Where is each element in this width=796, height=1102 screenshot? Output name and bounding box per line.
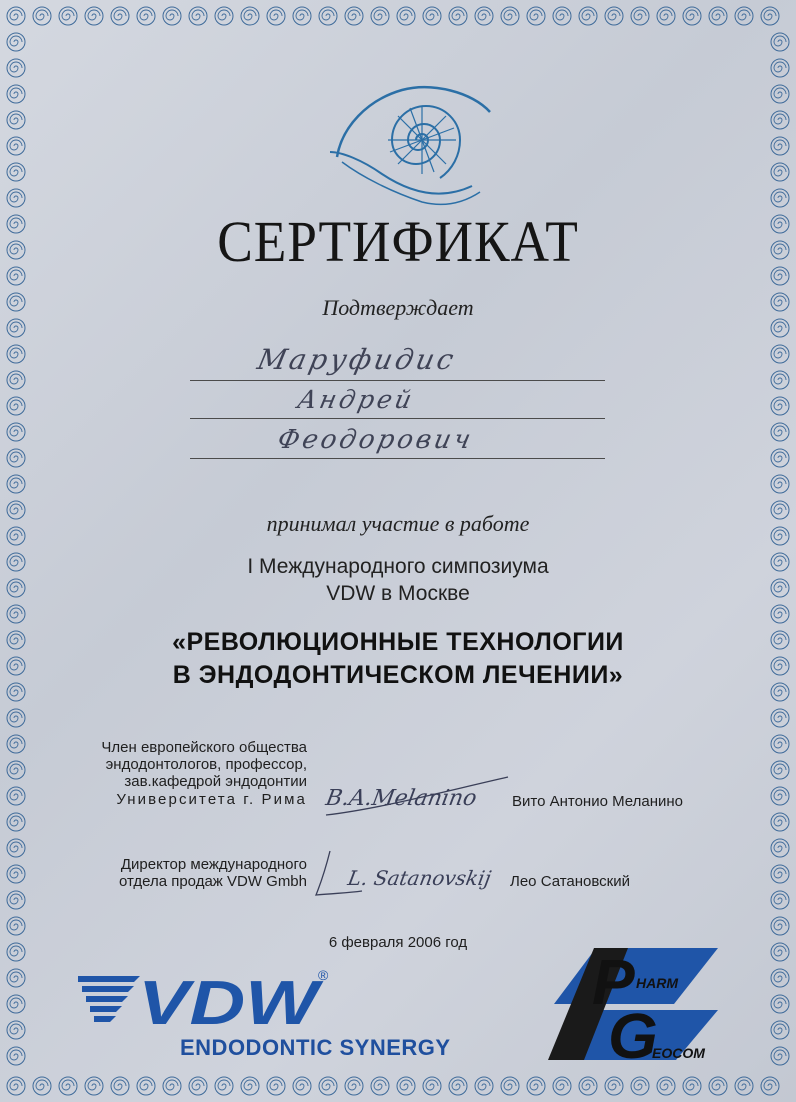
border-shell-ornament bbox=[7, 891, 25, 909]
border-shell-ornament bbox=[553, 1077, 571, 1095]
border-shell-ornament bbox=[397, 1077, 415, 1095]
border-shell-ornament bbox=[771, 475, 789, 493]
border-shell-ornament bbox=[137, 7, 155, 25]
border-shell-ornament bbox=[7, 995, 25, 1013]
signatory-2-role-line-1: Директор международного bbox=[120, 856, 307, 873]
signatory-2-name: Лео Сатановский bbox=[510, 873, 630, 890]
name-line-2 bbox=[190, 418, 605, 419]
border-shell-ornament bbox=[579, 1077, 597, 1095]
border-shell-ornament bbox=[771, 969, 789, 987]
border-shell-ornament bbox=[59, 7, 77, 25]
border-shell-ornament bbox=[475, 7, 493, 25]
border-shell-ornament bbox=[709, 7, 727, 25]
border-shell-ornament bbox=[7, 787, 25, 805]
border-shell-ornament bbox=[761, 1077, 779, 1095]
signatory-1-role-line-2: эндодонтологов, профессор, bbox=[105, 756, 307, 773]
border-shell-ornament bbox=[7, 215, 25, 233]
pharm-geocom-logo bbox=[548, 948, 723, 1068]
border-shell-ornament bbox=[7, 345, 25, 363]
border-shell-ornament bbox=[7, 163, 25, 181]
symposium-line-1: I Международного симпозиума bbox=[247, 555, 549, 578]
border-shell-ornament bbox=[7, 85, 25, 103]
border-shell-ornament bbox=[771, 33, 789, 51]
symposium-line-2: VDW в Москве bbox=[326, 582, 470, 605]
border-shell-ornament bbox=[267, 1077, 285, 1095]
border-shell-ornament bbox=[771, 891, 789, 909]
border-shell-ornament bbox=[771, 995, 789, 1013]
border-shell-ornament bbox=[267, 7, 285, 25]
border-shell-ornament bbox=[293, 1077, 311, 1095]
border-shell-ornament bbox=[771, 85, 789, 103]
border-shell-ornament bbox=[771, 371, 789, 389]
border-shell-ornament bbox=[527, 7, 545, 25]
border-shell-ornament bbox=[771, 787, 789, 805]
border-shell-ornament bbox=[7, 111, 25, 129]
border-shell-ornament bbox=[7, 813, 25, 831]
vdw-logo bbox=[78, 962, 343, 1034]
border-shell-ornament bbox=[7, 839, 25, 857]
signatory-1-name: Вито Антонио Меланино bbox=[512, 793, 683, 810]
border-shell-ornament bbox=[7, 319, 25, 337]
border-shell-ornament bbox=[345, 1077, 363, 1095]
border-shell-ornament bbox=[735, 1077, 753, 1095]
border-shell-ornament bbox=[7, 1077, 25, 1095]
border-shell-ornament bbox=[501, 1077, 519, 1095]
svg-text:G: G bbox=[608, 1000, 658, 1068]
border-shell-ornament bbox=[771, 813, 789, 831]
border-shell-ornament bbox=[771, 865, 789, 883]
certificate-date: 6 февраля 2006 год bbox=[328, 934, 468, 951]
border-shell-ornament bbox=[397, 7, 415, 25]
border-shell-ornament bbox=[771, 59, 789, 77]
border-shell-ornament bbox=[709, 1077, 727, 1095]
border-shell-ornament bbox=[293, 7, 311, 25]
border-shell-ornament bbox=[7, 1047, 25, 1065]
topic-line-2: В ЭНДОДОНТИЧЕСКОМ ЛЕЧЕНИИ» bbox=[172, 661, 624, 689]
border-shell-ornament bbox=[7, 475, 25, 493]
signatory-1-role-line-1: Член европейского общества bbox=[101, 739, 307, 756]
border-shell-ornament bbox=[605, 1077, 623, 1095]
border-shell-ornament bbox=[771, 397, 789, 415]
svg-text:®: ® bbox=[318, 967, 329, 983]
signatory-1-signature bbox=[318, 765, 518, 825]
border-shell-ornament bbox=[7, 449, 25, 467]
recipient-first-name: Андрей bbox=[294, 385, 418, 414]
border-shell-ornament bbox=[33, 1077, 51, 1095]
nautilus-shell-emblem bbox=[322, 82, 492, 212]
border-shell-ornament bbox=[423, 1077, 441, 1095]
border-shell-ornament bbox=[771, 449, 789, 467]
border-shell-ornament bbox=[7, 137, 25, 155]
recipient-surname: Маруфидис bbox=[254, 343, 460, 376]
svg-text:L. Satanovskij: L. Satanovskij bbox=[346, 866, 493, 890]
border-shell-ornament bbox=[111, 7, 129, 25]
border-shell-ornament bbox=[771, 1021, 789, 1039]
certificate-title: СЕРТИФИКАТ bbox=[217, 209, 579, 274]
border-shell-ornament bbox=[771, 241, 789, 259]
svg-text:EOCOM: EOCOM bbox=[652, 1045, 705, 1061]
border-shell-ornament bbox=[7, 709, 25, 727]
name-line-1 bbox=[190, 380, 605, 381]
border-shell-ornament bbox=[771, 917, 789, 935]
border-shell-ornament bbox=[7, 241, 25, 259]
border-shell-ornament bbox=[771, 761, 789, 779]
border-shell-ornament bbox=[771, 1047, 789, 1065]
signatory-2-signature bbox=[308, 845, 508, 905]
border-shell-ornament bbox=[771, 345, 789, 363]
border-shell-ornament bbox=[59, 1077, 77, 1095]
border-shell-ornament bbox=[771, 735, 789, 753]
border-shell-ornament bbox=[553, 7, 571, 25]
border-shell-ornament bbox=[771, 111, 789, 129]
border-shell-ornament bbox=[137, 1077, 155, 1095]
svg-text:P: P bbox=[592, 948, 635, 1018]
border-shell-ornament bbox=[371, 1077, 389, 1095]
border-shell-ornament bbox=[527, 1077, 545, 1095]
border-shell-ornament bbox=[7, 605, 25, 623]
border-shell-ornament bbox=[7, 917, 25, 935]
border-shell-ornament bbox=[631, 1077, 649, 1095]
border-shell-ornament bbox=[7, 371, 25, 389]
border-shell-ornament bbox=[7, 423, 25, 441]
border-shell-ornament bbox=[7, 761, 25, 779]
border-shell-ornament bbox=[771, 423, 789, 441]
signatory-1-role-line-4: Университета г. Рима bbox=[116, 791, 307, 808]
border-shell-ornament bbox=[771, 605, 789, 623]
border-shell-ornament bbox=[771, 319, 789, 337]
border-shell-ornament bbox=[579, 7, 597, 25]
signatory-1-role-line-3: зав.кафедрой эндодонтии bbox=[124, 773, 307, 790]
border-shell-ornament bbox=[605, 7, 623, 25]
border-shell-ornament bbox=[771, 137, 789, 155]
border-shell-ornament bbox=[215, 7, 233, 25]
border-shell-ornament bbox=[241, 1077, 259, 1095]
border-shell-ornament bbox=[7, 267, 25, 285]
border-shell-ornament bbox=[7, 397, 25, 415]
signatory-2-role-line-2: отдела продаж VDW Gmbh bbox=[118, 873, 307, 890]
border-shell-ornament bbox=[345, 7, 363, 25]
border-shell-ornament bbox=[7, 7, 25, 25]
border-shell-ornament bbox=[319, 7, 337, 25]
border-shell-ornament bbox=[761, 7, 779, 25]
border-shell-ornament bbox=[7, 33, 25, 51]
border-shell-ornament bbox=[215, 1077, 233, 1095]
border-shell-ornament bbox=[683, 1077, 701, 1095]
border-shell-ornament bbox=[771, 163, 789, 181]
border-shell-ornament bbox=[683, 7, 701, 25]
border-shell-ornament bbox=[771, 189, 789, 207]
svg-text:VDW: VDW bbox=[138, 969, 324, 1034]
border-shell-ornament bbox=[657, 7, 675, 25]
border-shell-ornament bbox=[189, 7, 207, 25]
border-shell-ornament bbox=[7, 969, 25, 987]
border-shell-ornament bbox=[7, 1021, 25, 1039]
border-shell-ornament bbox=[771, 267, 789, 285]
border-shell-ornament bbox=[33, 7, 51, 25]
participated-text: принимал участие в работе bbox=[266, 511, 530, 536]
border-shell-ornament bbox=[319, 1077, 337, 1095]
border-shell-ornament bbox=[771, 839, 789, 857]
border-shell-ornament bbox=[7, 189, 25, 207]
border-shell-ornament bbox=[7, 59, 25, 77]
svg-text:B.A.Melanino: B.A.Melanino bbox=[323, 785, 479, 811]
border-shell-ornament bbox=[371, 7, 389, 25]
border-shell-ornament bbox=[771, 215, 789, 233]
border-shell-ornament bbox=[163, 7, 181, 25]
recipient-patronymic: Феодорович bbox=[274, 425, 477, 455]
svg-text:HARM: HARM bbox=[636, 975, 678, 991]
border-shell-ornament bbox=[7, 865, 25, 883]
border-shell-ornament bbox=[241, 7, 259, 25]
border-shell-ornament bbox=[657, 1077, 675, 1095]
border-shell-ornament bbox=[85, 1077, 103, 1095]
border-shell-ornament bbox=[475, 1077, 493, 1095]
border-shell-ornament bbox=[7, 735, 25, 753]
border-shell-ornament bbox=[771, 709, 789, 727]
border-shell-ornament bbox=[501, 7, 519, 25]
border-shell-ornament bbox=[631, 7, 649, 25]
border-shell-ornament bbox=[449, 1077, 467, 1095]
border-shell-ornament bbox=[735, 7, 753, 25]
border-shell-ornament bbox=[423, 7, 441, 25]
border-shell-ornament bbox=[85, 7, 103, 25]
border-shell-ornament bbox=[163, 1077, 181, 1095]
confirms-text: Подтверждает bbox=[322, 295, 474, 320]
vdw-tagline: ENDODONTIC SYNERGY bbox=[180, 1035, 451, 1060]
border-shell-ornament bbox=[449, 7, 467, 25]
border-shell-ornament bbox=[111, 1077, 129, 1095]
border-shell-ornament bbox=[189, 1077, 207, 1095]
name-line-3 bbox=[190, 458, 605, 459]
topic-line-1: «РЕВОЛЮЦИОННЫЕ ТЕХНОЛОГИИ bbox=[172, 628, 624, 656]
